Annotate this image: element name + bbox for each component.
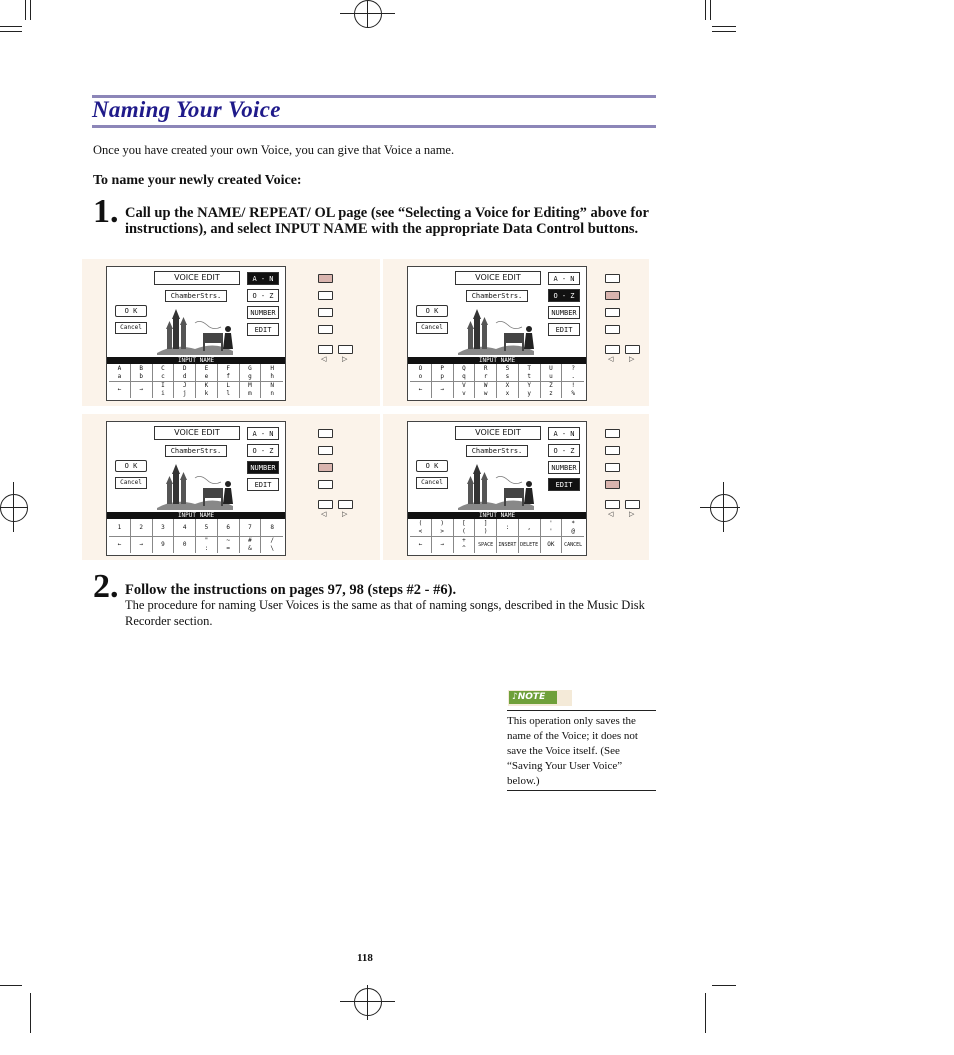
key-2-2[interactable] [432,381,454,398]
tab-a-n[interactable]: A - N [548,427,580,440]
key-2-5[interactable] [196,381,218,398]
key-upper: ← [418,386,423,393]
key-upper: B [139,364,143,372]
left-arrow-icon: ◁ [608,355,614,363]
key-lower: ( [462,527,466,535]
data-control-button-2[interactable] [605,446,620,455]
key-upper: R [483,364,488,372]
note-rule-top [507,710,656,711]
right-arrow-icon: ▷ [629,510,635,518]
data-control-button-4[interactable] [605,480,620,489]
key-2-3[interactable] [454,381,476,398]
key-upper: OK [547,541,555,548]
key-1-1[interactable] [109,519,131,536]
key-2-5[interactable] [196,536,218,553]
key-lower: d [182,372,187,380]
data-control-left-button[interactable] [318,345,333,354]
left-arrow-icon: ◁ [321,355,327,363]
input-name-bar: INPUT NAME [107,512,285,519]
data-control-button-4[interactable] [318,480,333,489]
key-lower: & [248,545,252,552]
step-1-number: 1. [93,193,119,230]
key-2-2[interactable] [131,381,153,398]
tab-number[interactable]: NUMBER [247,461,279,474]
key-lower: e [204,372,209,380]
screen-panel-1 [82,259,380,406]
key-1-2[interactable] [432,519,454,536]
note-rule-bottom [507,790,656,791]
cancel-button[interactable]: Cancel [115,477,147,489]
data-control-button-1[interactable] [605,274,620,283]
key-upper: F [226,364,230,372]
key-upper: A [117,364,122,372]
key-lower: ' [549,527,553,535]
key-1-2[interactable] [131,519,153,536]
key-lower: h [270,372,274,380]
key-upper: → [440,541,444,548]
key-upper: / [270,537,274,544]
key-upper: V [462,382,466,389]
key-1-7[interactable] [541,364,563,381]
key-upper: ← [117,541,122,548]
key-1-6[interactable] [218,519,240,536]
voice-edit-header: VOICE EDIT [154,426,240,440]
key-upper: Y [527,382,531,389]
key-upper: 8 [270,523,274,531]
screen-panel-3 [82,414,380,560]
key-lower: c [161,372,165,380]
key-lower: % [571,390,575,397]
key-1-5[interactable] [497,364,519,381]
key-2-8[interactable] [261,536,283,553]
key-upper: + [462,537,466,544]
lcd-screen [407,421,587,556]
key-lower: i [161,390,165,397]
data-control-button-3[interactable] [605,308,620,317]
ok-button[interactable]: O K [115,305,147,317]
data-control-right-button[interactable] [338,345,353,354]
castle-piano-illustration-icon [155,305,235,355]
key-lower: a [117,372,122,380]
voice-edit-header: VOICE EDIT [154,271,240,285]
key-2-8[interactable] [562,536,584,553]
tab-edit[interactable]: EDIT [247,478,279,491]
character-keyboard [109,519,283,553]
key-lower: y [527,390,531,397]
key-upper: ( [418,519,423,527]
key-lower: r [483,372,488,380]
key-lower: ) [483,527,488,535]
input-name-bar: INPUT NAME [408,512,586,519]
key-upper: D [182,364,187,372]
step-2-text: Follow the instructions on pages 97, 98 (steps #2 - #6). [125,582,457,598]
key-lower: o [418,372,423,380]
subhead: To name your newly created Voice: [93,173,302,188]
voice-edit-header: VOICE EDIT [455,271,541,285]
key-lower: f [226,372,230,380]
key-2-6[interactable] [519,381,541,398]
key-lower: n [270,390,274,397]
key-lower: w [483,390,488,397]
tab-o-z[interactable]: O - Z [548,289,580,302]
key-upper: 9 [161,541,165,548]
data-control-button-2[interactable] [318,291,333,300]
key-2-2[interactable] [432,536,454,553]
key-lower: z [549,390,553,397]
voice-name-field[interactable]: ChamberStrs. [466,290,528,302]
step-2-body: The procedure for naming User Voices is the same as that of naming songs, described in the Music Disk Recorder section. [125,598,645,628]
page-title: Naming Your Voice [92,97,281,122]
key-upper: T [527,364,531,372]
lcd-screen [407,266,587,401]
key-upper: ! [571,382,575,389]
data-control-button-4[interactable] [318,325,333,334]
key-lower: j [182,390,187,397]
screen-panel-2 [383,259,649,406]
key-upper: X [505,382,510,389]
key-upper: 2 [139,523,143,531]
key-2-7[interactable] [541,381,563,398]
key-upper: 4 [182,523,187,531]
character-keyboard [410,519,584,553]
ok-button[interactable]: O K [416,305,448,317]
key-lower: t [527,372,531,380]
key-1-7[interactable] [541,519,563,536]
key-2-1[interactable] [109,536,131,553]
tab-o-z[interactable]: O - Z [247,444,279,457]
castle-piano-illustration-icon [456,460,536,510]
key-2-7[interactable] [240,536,262,553]
key-2-2[interactable] [131,536,153,553]
key-upper: G [248,364,252,372]
tab-number[interactable]: NUMBER [247,306,279,319]
key-lower: < [418,527,423,535]
note-label: ♪NOTE [509,691,557,704]
key-2-4[interactable] [475,536,497,553]
voice-name-field[interactable]: ChamberStrs. [466,445,528,457]
key-lower: p [440,372,444,380]
key-lower: b [139,372,143,380]
key-1-1[interactable] [109,364,131,381]
key-upper: S [505,364,510,372]
voice-name-field[interactable]: ChamberStrs. [165,290,227,302]
tab-edit[interactable]: EDIT [247,323,279,336]
key-upper: INSERT [498,542,517,548]
key-2-6[interactable] [218,381,240,398]
input-name-bar: INPUT NAME [408,357,586,364]
key-1-4[interactable] [174,364,196,381]
key-upper: * [571,519,575,527]
key-2-4[interactable] [475,381,497,398]
key-2-7[interactable] [240,381,262,398]
key-1-6[interactable] [519,519,541,536]
key-upper: 0 [182,541,187,548]
ok-button[interactable]: O K [416,460,448,472]
key-upper: → [440,386,444,393]
key-1-2[interactable] [131,364,153,381]
tab-o-z[interactable]: O - Z [247,289,279,302]
key-1-1[interactable] [410,364,432,381]
key-1-4[interactable] [475,519,497,536]
key-2-3[interactable] [153,536,175,553]
key-2-1[interactable] [109,381,131,398]
tab-edit[interactable]: EDIT [548,478,580,491]
tab-o-z[interactable]: O - Z [548,444,580,457]
key-upper: ] [483,519,488,527]
key-lower: , [527,523,531,531]
key-2-4[interactable] [174,536,196,553]
lcd-screen [106,266,286,401]
key-1-7[interactable] [240,519,262,536]
screen-panel-4 [383,414,649,560]
data-control-button-3[interactable] [318,308,333,317]
key-upper: ← [117,386,122,393]
key-2-6[interactable] [519,536,541,553]
key-lower: > [440,527,444,535]
key-upper: CANCEL [564,542,583,548]
key-upper: 7 [248,523,252,531]
key-2-1[interactable] [410,536,432,553]
key-2-5[interactable] [497,381,519,398]
key-2-3[interactable] [153,381,175,398]
key-upper: ' [549,519,553,527]
key-upper: W [483,382,488,389]
key-1-7[interactable] [240,364,262,381]
data-control-left-button[interactable] [318,500,333,509]
key-1-4[interactable] [174,519,196,536]
key-lower: x [505,390,510,397]
key-2-8[interactable] [562,381,584,398]
title-rule-bottom [92,125,656,128]
key-1-3[interactable] [153,364,175,381]
key-upper: Z [549,382,553,389]
data-control-button-4[interactable] [605,325,620,334]
key-lower: u [549,372,553,380]
key-upper: E [204,364,209,372]
voice-edit-header: VOICE EDIT [455,426,541,440]
key-upper: L [226,382,230,389]
key-lower: \ [270,545,274,552]
key-lower: l [226,390,230,397]
key-1-5[interactable] [497,519,519,536]
key-1-3[interactable] [153,519,175,536]
key-upper: → [139,386,143,393]
key-upper: P [440,364,444,372]
key-2-3[interactable] [454,536,476,553]
tab-a-n[interactable]: A - N [247,427,279,440]
key-upper: H [270,364,274,372]
key-1-3[interactable] [454,519,476,536]
page-number: 118 [357,952,373,964]
lcd-screen [106,421,286,556]
key-upper: J [182,382,187,389]
key-lower: . [571,372,575,380]
cancel-button[interactable]: Cancel [416,477,448,489]
data-control-right-button[interactable] [338,500,353,509]
castle-piano-illustration-icon [456,305,536,355]
data-control-right-button[interactable] [625,345,640,354]
key-upper: I [161,382,165,389]
key-lower: : [204,545,209,552]
character-keyboard [410,364,584,398]
key-upper: O [418,364,423,372]
step-1-text: Call up the NAME/ REPEAT/ OL page (see “Selecting a Voice for Editing” above for instructions), and select INPUT NAME with the appropriate Data Control buttons. [125,205,649,237]
key-upper: C [161,364,165,372]
data-control-button-2[interactable] [605,291,620,300]
key-1-5[interactable] [196,364,218,381]
castle-piano-illustration-icon [155,460,235,510]
data-control-button-2[interactable] [318,446,333,455]
key-upper: ← [418,541,423,548]
key-1-8[interactable] [261,364,283,381]
key-upper: 5 [204,523,209,531]
data-control-right-button[interactable] [625,500,640,509]
key-upper: SPACE [478,542,494,548]
key-upper: " [204,537,209,544]
key-1-4[interactable] [475,364,497,381]
key-1-6[interactable] [218,364,240,381]
key-upper: U [549,364,553,372]
key-lower: q [462,372,466,380]
data-control-left-button[interactable] [605,500,620,509]
key-1-8[interactable] [562,364,584,381]
key-upper: N [270,382,274,389]
step-2-number: 2. [93,568,119,605]
tab-number[interactable]: NUMBER [548,461,580,474]
key-2-4[interactable] [174,381,196,398]
data-control-left-button[interactable] [605,345,620,354]
key-upper: [ [462,519,466,527]
key-upper: → [139,541,143,548]
key-1-8[interactable] [562,519,584,536]
key-lower: v [462,390,466,397]
right-arrow-icon: ▷ [629,355,635,363]
right-arrow-icon: ▷ [342,355,348,363]
tab-edit[interactable]: EDIT [548,323,580,336]
left-arrow-icon: ◁ [608,510,614,518]
cancel-button[interactable]: Cancel [416,322,448,334]
tab-number[interactable]: NUMBER [548,306,580,319]
key-lower: ^ [462,545,466,552]
note-icon: ♪ [512,692,518,702]
key-1-3[interactable] [454,364,476,381]
key-1-8[interactable] [261,519,283,536]
key-upper: ~ [226,537,230,544]
key-1-6[interactable] [519,364,541,381]
input-name-bar: INPUT NAME [107,357,285,364]
key-lower: s [505,372,510,380]
key-1-2[interactable] [432,364,454,381]
key-upper: # [248,537,252,544]
key-lower: m [248,390,252,397]
right-arrow-icon: ▷ [342,510,348,518]
left-arrow-icon: ◁ [321,510,327,518]
intro-text: Once you have created your own Voice, you can give that Voice a name. [93,143,455,157]
key-2-5[interactable] [497,536,519,553]
key-lower: = [226,545,230,552]
key-upper: 6 [226,523,230,531]
data-control-button-1[interactable] [318,274,333,283]
key-upper: M [248,382,252,389]
key-lower: : [505,523,510,531]
ok-button[interactable]: O K [115,460,147,472]
key-1-1[interactable] [410,519,432,536]
key-lower: k [204,390,209,397]
tab-a-n[interactable]: A - N [548,272,580,285]
data-control-button-3[interactable] [318,463,333,472]
key-upper: 3 [161,523,165,531]
key-2-1[interactable] [410,381,432,398]
data-control-button-3[interactable] [605,463,620,472]
key-upper: ? [571,364,575,372]
key-lower: @ [571,527,575,535]
key-upper: Q [462,364,466,372]
voice-name-field[interactable]: ChamberStrs. [165,445,227,457]
tab-a-n[interactable]: A - N [247,272,279,285]
key-lower: g [248,372,252,380]
data-control-button-1[interactable] [605,429,620,438]
cancel-button[interactable]: Cancel [115,322,147,334]
key-upper: 1 [117,523,122,531]
note-text: This operation only saves the name of the Voice; it does not save the Voice itself. (See “Saving Your User Voice” below.) [507,715,638,787]
key-1-5[interactable] [196,519,218,536]
data-control-button-1[interactable] [318,429,333,438]
key-2-8[interactable] [261,381,283,398]
key-2-6[interactable] [218,536,240,553]
key-upper: ) [440,519,444,527]
key-upper: K [204,382,209,389]
character-keyboard [109,364,283,398]
key-2-7[interactable] [541,536,563,553]
key-upper: DELETE [520,542,539,548]
